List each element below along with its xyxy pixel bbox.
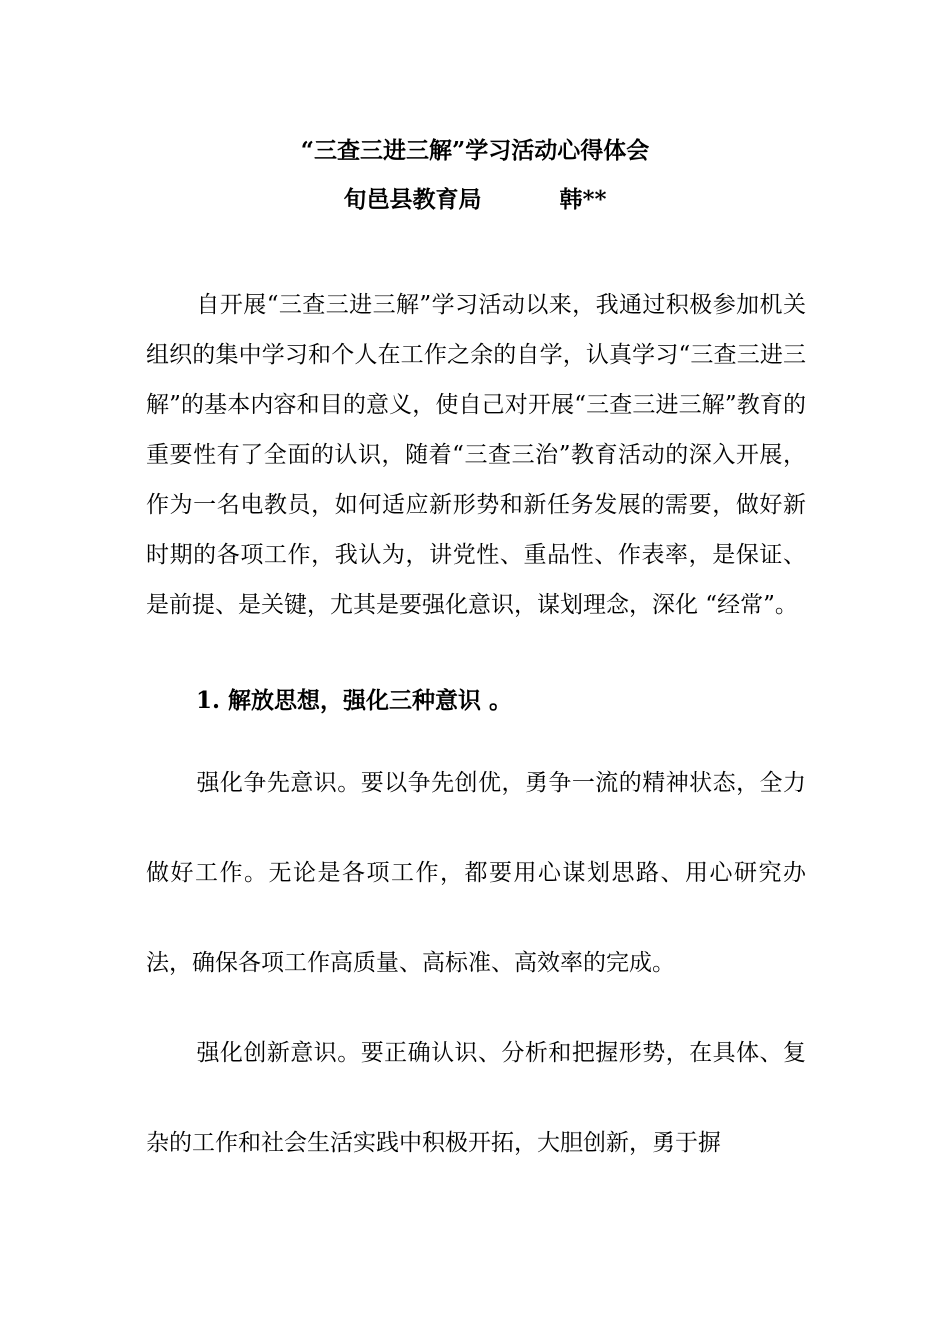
author-organization: 旬邑县教育局 bbox=[343, 186, 482, 213]
author-line bbox=[0, 185, 950, 215]
competition-paragraph-text: 强化争先意识。要以争先创优，勇争一流的精神状态，全力做好工作。无论是各项工作，都要用心谋划思路、用心研究办法，确保各项工作高质量、高标准、高效率的完成。 bbox=[146, 770, 806, 976]
author-name: 韩** bbox=[559, 186, 607, 213]
competition-paragraph bbox=[146, 738, 806, 1008]
intro-paragraph bbox=[146, 280, 806, 630]
innovation-paragraph-text: 强化创新意识。要正确认识、分析和把握形势，在具体、复杂的工作和社会生活实践中积极开拓，大胆创新，勇于摒 bbox=[146, 1040, 806, 1156]
innovation-paragraph bbox=[146, 1008, 806, 1188]
document-title: “三查三进三解”学习活动心得体会 bbox=[300, 137, 650, 164]
section-heading-1: 1. 解放思想，强化三种意识 。 bbox=[196, 687, 513, 714]
intro-paragraph-text: 自开展“三查三进三解”学习活动以来，我通过积极参加机关组织的集中学习和个人在工作之余的自学，认真学习“三查三进三解”的基本内容和目的意义，使自己对开展“三查三进三解”教育的重要性有了全面的认识，随着“三查三治”教育活动的深入开展，作为一名电教员，如何适应新形势和新任务发展的需要，做好新时期的各项工作，我认为，讲党性、重品性、作表率，是保证、是前提、是关键，尤其是要强化意识，谋划理念，深化 “经常”。 bbox=[146, 292, 806, 618]
